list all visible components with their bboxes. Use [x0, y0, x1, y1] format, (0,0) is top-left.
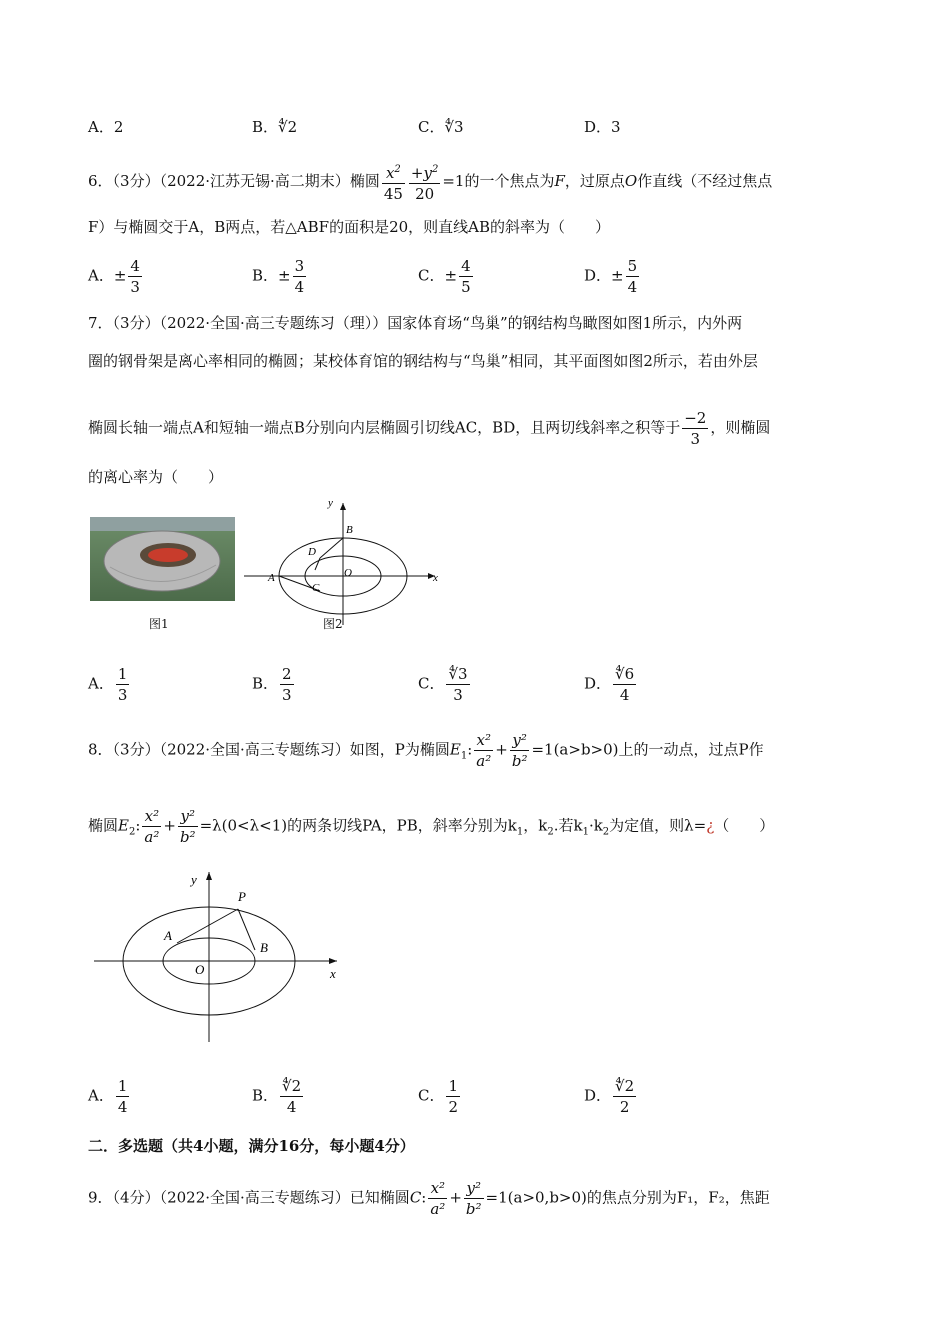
- q7-option-d: D． $\frac{∜6}{4}$: [584, 665, 635, 704]
- q8-fig-label-o: O: [195, 962, 205, 977]
- q8-fig-label-x: x: [330, 966, 336, 981]
- q7-stem-line1: 7．（3分）（2022·全国·高三专题练习（理））国家体育场“鸟巢”的钢结构鸟瞰图如图1所示，内外两: [88, 314, 743, 332]
- fig2-label-a: A: [268, 572, 275, 584]
- q6-option-c: C．± $\frac{4}{5}$: [418, 257, 471, 296]
- fig2-label-c: C: [312, 582, 320, 594]
- fig1-caption: 图1: [149, 617, 169, 631]
- fig2-label-b: B: [346, 524, 353, 536]
- fig2-label-o: O: [344, 567, 352, 579]
- q6-frac-x: $\frac{x^2}{45}$: [382, 160, 405, 204]
- fig2-label-y: y: [328, 497, 333, 509]
- q8-fig-label-b: B: [260, 940, 268, 955]
- q8-fig-label-a: A: [164, 928, 172, 943]
- q7-option-b: B． $\frac{2}{3}$: [252, 665, 292, 704]
- q8-option-b: B． $\frac{∜2}{4}$: [252, 1077, 302, 1116]
- figure-2-diagram: [240, 495, 450, 630]
- q8-option-a: A． $\frac{1}{4}$: [88, 1077, 128, 1116]
- q7-option-c: C． $\frac{∜3}{3}$: [418, 665, 468, 704]
- q7-option-a: A． $\frac{1}{3}$: [88, 665, 128, 704]
- q8-stem-line2: 椭圆$E_2$: $\frac{\text{x²}}{\text{a²}}$ + $\frac{\text{y²}}{\text{b²}}$ =λ(0<λ<1)的两条切线PA，PB，斜率分别为$k_1$，$k_2$.若$k_1\cdot k_2$为定值，则λ=¿（ ）: [88, 807, 775, 846]
- q7-stem-line4: 的离心率为（ ）: [88, 468, 224, 486]
- q6-option-a: A．± $\frac{4}{3}$: [88, 257, 140, 296]
- q7-stem-line2: 圈的钢骨架是离心率相同的椭圆；某校体育馆的钢结构与“鸟巢”相同，其平面图如图2所示，若由外层: [88, 352, 758, 370]
- q5-option-a: A．2: [88, 118, 124, 136]
- q8-option-d: D． $\frac{∜2}{2}$: [584, 1077, 635, 1116]
- q6-stem-line2: F）与椭圆交于A，B两点，若△ABF的面积是20，则直线AB的斜率为（ ）: [88, 218, 611, 236]
- q6-option-b: B．± $\frac{3}{4}$: [252, 257, 305, 296]
- q7-stem-line3: 椭圆长轴一端点A和短轴一端点B分别向内层椭圆引切线AC，BD，且两切线斜率之积等于 $\frac{-2}{3}$ ，则椭圆: [88, 409, 771, 448]
- section-2-heading: 二．多选题（共4小题，满分16分，每小题4分）: [88, 1137, 415, 1155]
- q8-fig-label-y: y: [191, 872, 197, 887]
- bird-nest-photo: [90, 517, 235, 601]
- q6-frac-y: $\frac{+y^2}{20}$: [409, 160, 440, 204]
- q5-option-b: B．∜2: [252, 118, 298, 136]
- q8-stem-line1: 8．（3分）（2022·全国·高三专题练习）如图，P为椭圆$E_1$: $\frac{\text{x²}}{\text{a²}}$ + $\frac{\text{y²}}{\text{b²}}$ =1(a>b>0)上的一动点，过点P作: [88, 731, 764, 770]
- fig2-caption: 图2: [323, 617, 343, 631]
- q9-stem-line1: 9．（4分）（2022·全国·高三专题练习）已知椭圆C: $\frac{\text{x²}}{\text{a²}}$ + $\frac{\text{y²}}{\text{b²}}$ =1(a>0,b>0)的焦点分别为F₁，F₂，焦距: [88, 1179, 770, 1218]
- q6-stem-line1: 6．（3分）（2022·江苏无锡·高二期末）椭圆 $\frac{x^2}{45}$ $\frac{+y^2}{20}$ =1的一个焦点为F，过原点O作直线（不经过焦点: [88, 160, 772, 204]
- q8-fig-label-p: P: [238, 889, 246, 904]
- fig2-label-d: D: [308, 546, 316, 558]
- q8-figure-diagram: [92, 868, 347, 1046]
- fig2-label-x: x: [433, 572, 438, 584]
- q6-option-d: D．± $\frac{5}{4}$: [584, 257, 638, 296]
- q5-option-c: C．∜3: [418, 118, 464, 136]
- q5-option-d: D．3: [584, 118, 621, 136]
- q8-option-c: C． $\frac{1}{2}$: [418, 1077, 459, 1116]
